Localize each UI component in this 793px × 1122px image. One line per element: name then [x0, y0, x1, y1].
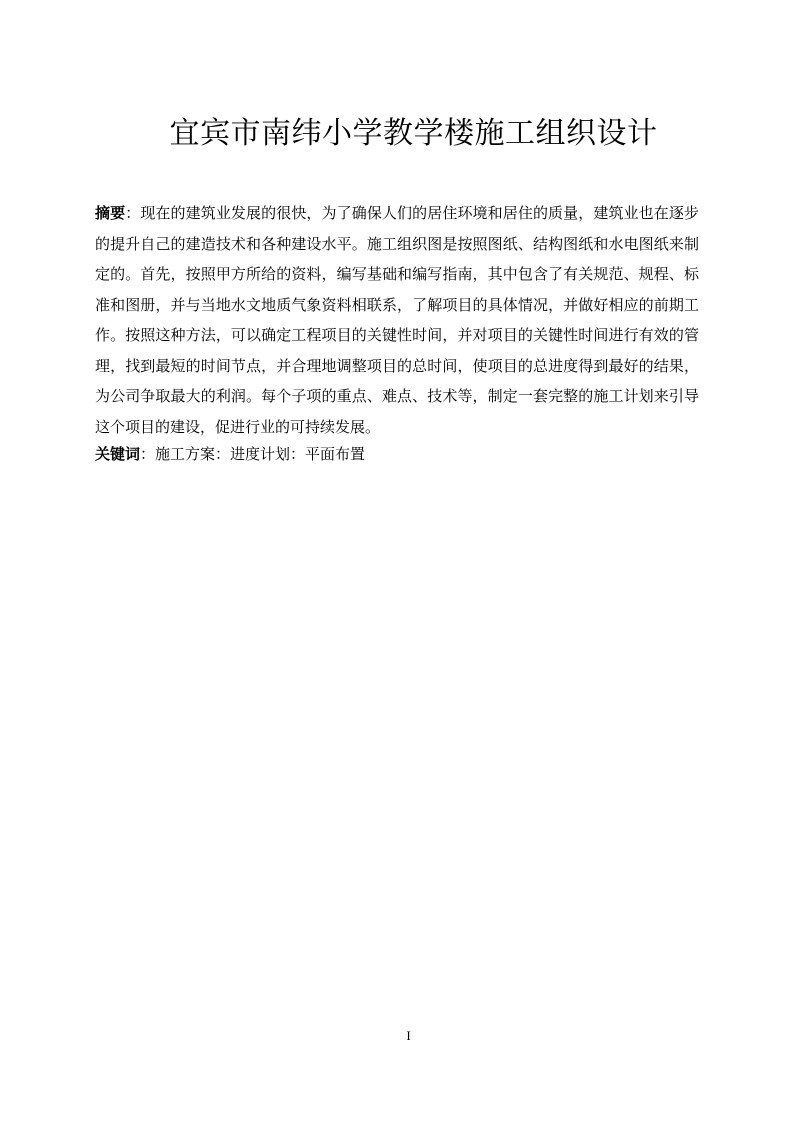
abstract-paragraph — [95, 198, 699, 442]
abstract-label: 摘要 — [95, 204, 126, 222]
keywords-separator: ： — [140, 445, 156, 463]
keywords-label: 关键词 — [95, 445, 141, 463]
page-number: I — [406, 1028, 411, 1043]
abstract-text: 现在的建筑业发展的很快，为了确保人们的居住环境和居住的质量，建筑业也在逐步的提升自己的建造技术和各种建设水平。施工组织图是按照图纸、结构图纸和水电图纸来制定的。首先，按照甲方所给的资料，编写基础和编写指南，其中包含了有关规范、规程、标准和图册，并与当地水文地质气象资料相联系，了解项目的具体情况，并做好相应的前期工作。按照这种方法，可以确定工程项目的关键性时间，并对项目的关键性时间进行有效的管理，找到最短的时间节点，并合理地调整项目的总时间，使项目的总进度得到最好的结果，为公司争取最大的利润。每个子项的重点、难点、技术等，制定一套完整的施工计划来引导这个项目的建设，促进行业的可持续发展。 — [95, 204, 699, 436]
abstract-separator: ： — [125, 204, 141, 222]
keywords-text: 施工方案：进度计划：平面布置 — [155, 445, 366, 463]
document-title: 宜宾市南纬小学教学楼施工组织设计 — [169, 116, 658, 151]
keywords-line — [95, 440, 699, 468]
